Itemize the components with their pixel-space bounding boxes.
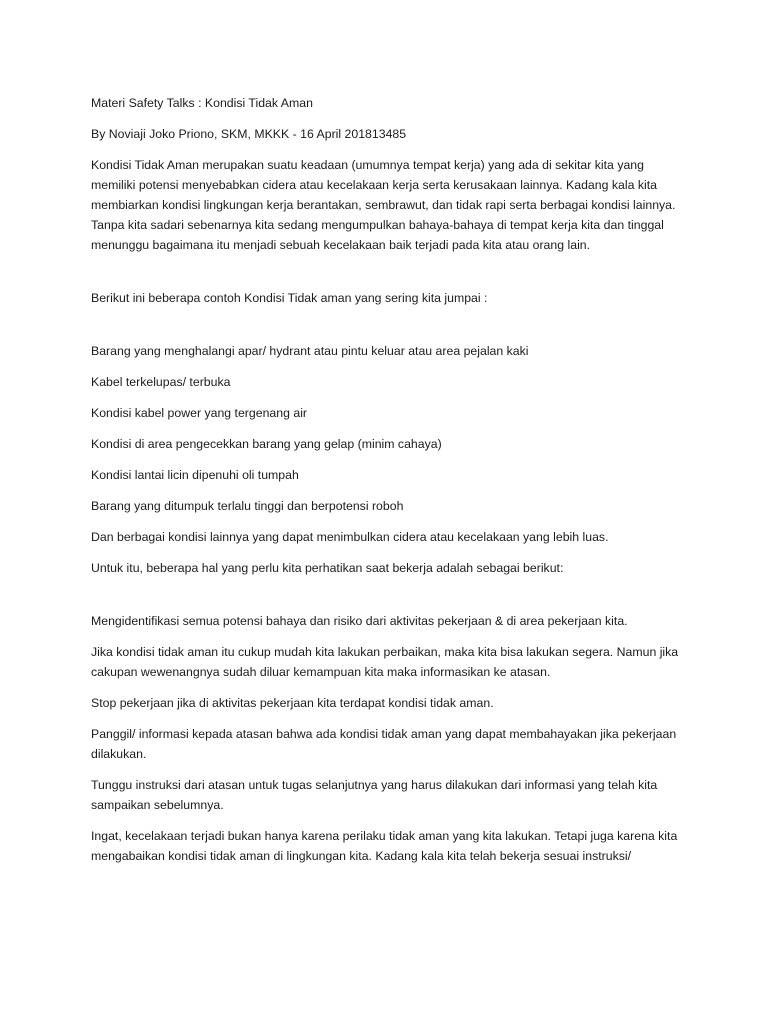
document-body — [91, 93, 691, 877]
action-item: Mengidentifikasi semua potensi bahaya dan risiko dari aktivitas pekerjaan & di area pekerjaan kita. — [91, 614, 628, 628]
example-item: Kondisi kabel power yang tergenang air — [91, 406, 308, 420]
example-item: Kabel terkelupas/ terbuka — [91, 375, 231, 389]
spacer — [91, 589, 691, 611]
action-item: Jika kondisi tidak aman itu cukup mudah kita lakukan perbaikan, maka kita bisa lakukan segera. Namun jika cakupan wewenangnya sudah diluar kemampuan kita maka informasikan ke atasan. — [91, 645, 679, 679]
examples-heading: Berikut ini beberapa contoh Kondisi Tidak aman yang sering kita jumpai : — [91, 291, 488, 305]
example-item: Dan berbagai kondisi lainnya yang dapat menimbulkan cidera atau kecelakaan yang lebih luas. — [91, 530, 609, 544]
actions-heading: Untuk itu, beberapa hal yang perlu kita perhatikan saat bekerja adalah sebagai berikut: — [91, 561, 564, 575]
action-item: Panggil/ informasi kepada atasan bahwa ada kondisi tidak aman yang dapat membahayakan jika pekerjaan dilakukan. — [91, 727, 677, 761]
example-item: Kondisi lantai licin dipenuhi oli tumpah — [91, 468, 299, 482]
example-item: Barang yang ditumpuk terlalu tinggi dan berpotensi roboh — [91, 499, 404, 513]
spacer — [91, 319, 691, 341]
intro-paragraph: Kondisi Tidak Aman merupakan suatu keadaan (umumnya tempat kerja) yang ada di sekitar kita yang memiliki potensi menyebabkan cidera atau kecelakaan kerja serta kerusakaan lainnya. Kadang kala kita membiarkan kondisi lingkungan kerja berantakan, sembrawut, dan tidak rapi serta berbagai kondisi lainnya. Tanpa kita sadari sebenarnya kita sedang mengumpulkan bahaya-bahaya di tempat kerja kita dan tinggal menunggu bagaimana itu menjadi sebuah kecelakaan baik terjadi pada kita atau orang lain. — [91, 158, 676, 252]
example-item: Barang yang menghalangi apar/ hydrant atau pintu keluar atau area pejalan kaki — [91, 344, 529, 358]
spacer — [91, 266, 691, 288]
document-title: Materi Safety Talks : Kondisi Tidak Aman — [91, 96, 313, 110]
action-item: Tunggu instruksi dari atasan untuk tugas selanjutnya yang harus dilakukan dari informasi yang telah kita sampaikan sebelumnya. — [91, 778, 658, 812]
action-item: Stop pekerjaan jika di aktivitas pekerjaan kita terdapat kondisi tidak aman. — [91, 696, 494, 710]
action-item: Ingat, kecelakaan terjadi bukan hanya karena perilaku tidak aman yang kita lakukan. Tetapi juga karena kita mengabaikan kondisi tidak aman di lingkungan kita. Kadang kala kita telah bekerja sesuai instruksi/ — [91, 829, 678, 863]
document-byline: By Noviaji Joko Priono, SKM, MKKK - 16 April 201813485 — [91, 127, 407, 141]
example-item: Kondisi di area pengecekkan barang yang gelap (minim cahaya) — [91, 437, 442, 451]
